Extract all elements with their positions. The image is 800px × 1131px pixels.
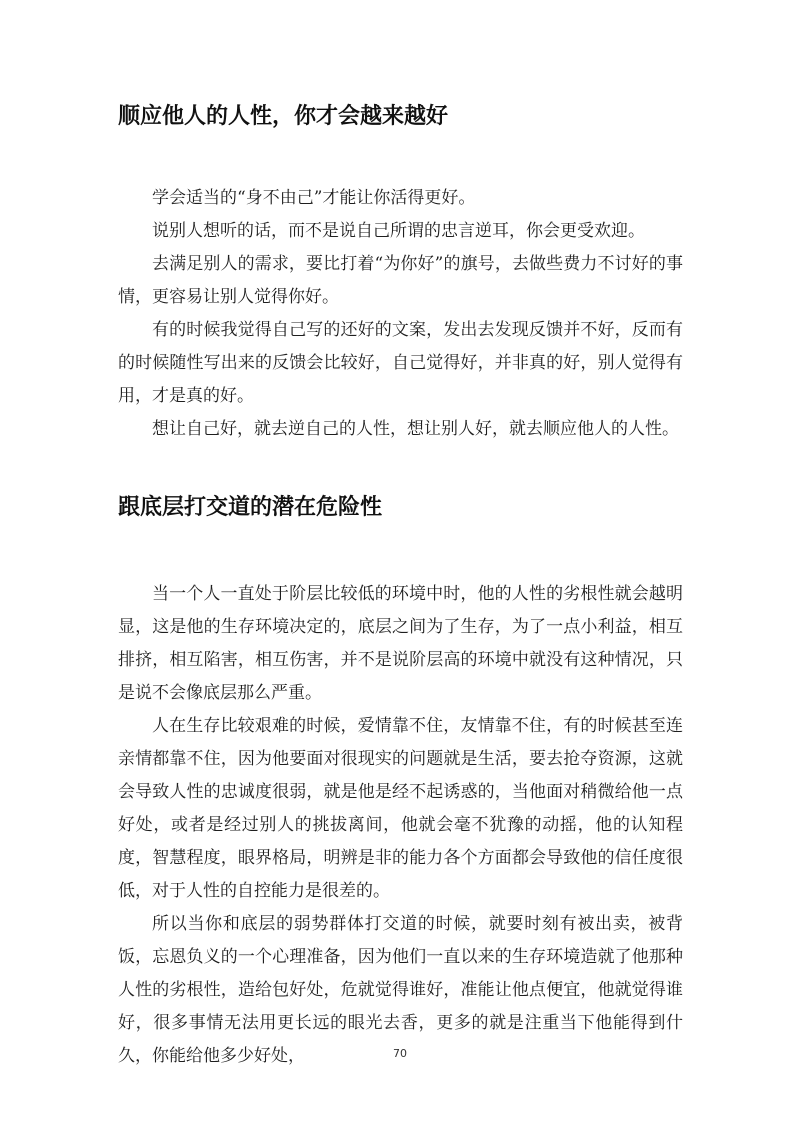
paragraph: 学会适当的“身不由己”才能让你活得更好。	[152, 188, 476, 208]
section-2-body	[118, 578, 683, 1073]
paragraph: 人在生存比较艰难的时候，爱情靠不住，友情靠不住，有的时候甚至连亲情都靠不住，因为他要面对很现实的问题就是生活，要去抢夺资源，这就会导致人性的忠诚度很弱，就是他是经不起诱惑的，当他面对稍微给他一点好处，或者是经过别人的挑拔离间，他就会毫不犹豫的动摇，他的认知程度，智慧程度，眼界格局，明辨是非的能力各个方面都会导致他的信任度很低，对于人性的自控能力是很差的。	[118, 716, 683, 901]
section-heading: 顺应他人的人性，你才会越来越好	[118, 104, 449, 129]
paragraph: 当一个人一直处于阶层比较低的环境中时，他的人性的劣根性就会越明显，这是他的生存环境决定的，底层之间为了生存，为了一点小利益，相互排挤，相互陷害，相互伤害，并不是说阶层高的环境中就没有这种情况，只是说不会像底层那么严重。	[118, 584, 683, 703]
paragraph: 想让自己好，就去逆自己的人性，想让别人好，就去顺应他人的人性。	[152, 419, 679, 439]
page-number: 70	[393, 1047, 407, 1060]
paragraph: 所以当你和底层的弱势群体打交道的时候，就要时刻有被出卖，被背饭，忘恩负义的一个心理准备，因为他们一直以来的生存环境造就了他那种人性的劣根性，造给包好处，危就觉得谁好，准能让他点便宜，他就觉得谁好，很多事情无法用更长远的眼光去香，更多的就是注重当下他能得到什久，你能给他多少好处，	[118, 914, 683, 1066]
section-1-body	[118, 182, 683, 446]
section-heading: 跟底层打交道的潜在危险性	[118, 495, 383, 520]
paragraph: 去满足别人的需求，要比打着“为你好”的旗号，去做些费力不讨好的事情，更容易让别人觉得你好。	[118, 254, 683, 307]
paragraph: 有的时候我觉得自己写的还好的文案，发出去发现反馈并不好，反而有的时候随性写出来的反馈会比较好，自己觉得好，并非真的好，别人觉得有用，才是真的好。	[118, 320, 683, 406]
paragraph: 说别人想听的话，而不是说自己所谓的忠言逆耳，你会更受欢迎。	[152, 221, 645, 241]
